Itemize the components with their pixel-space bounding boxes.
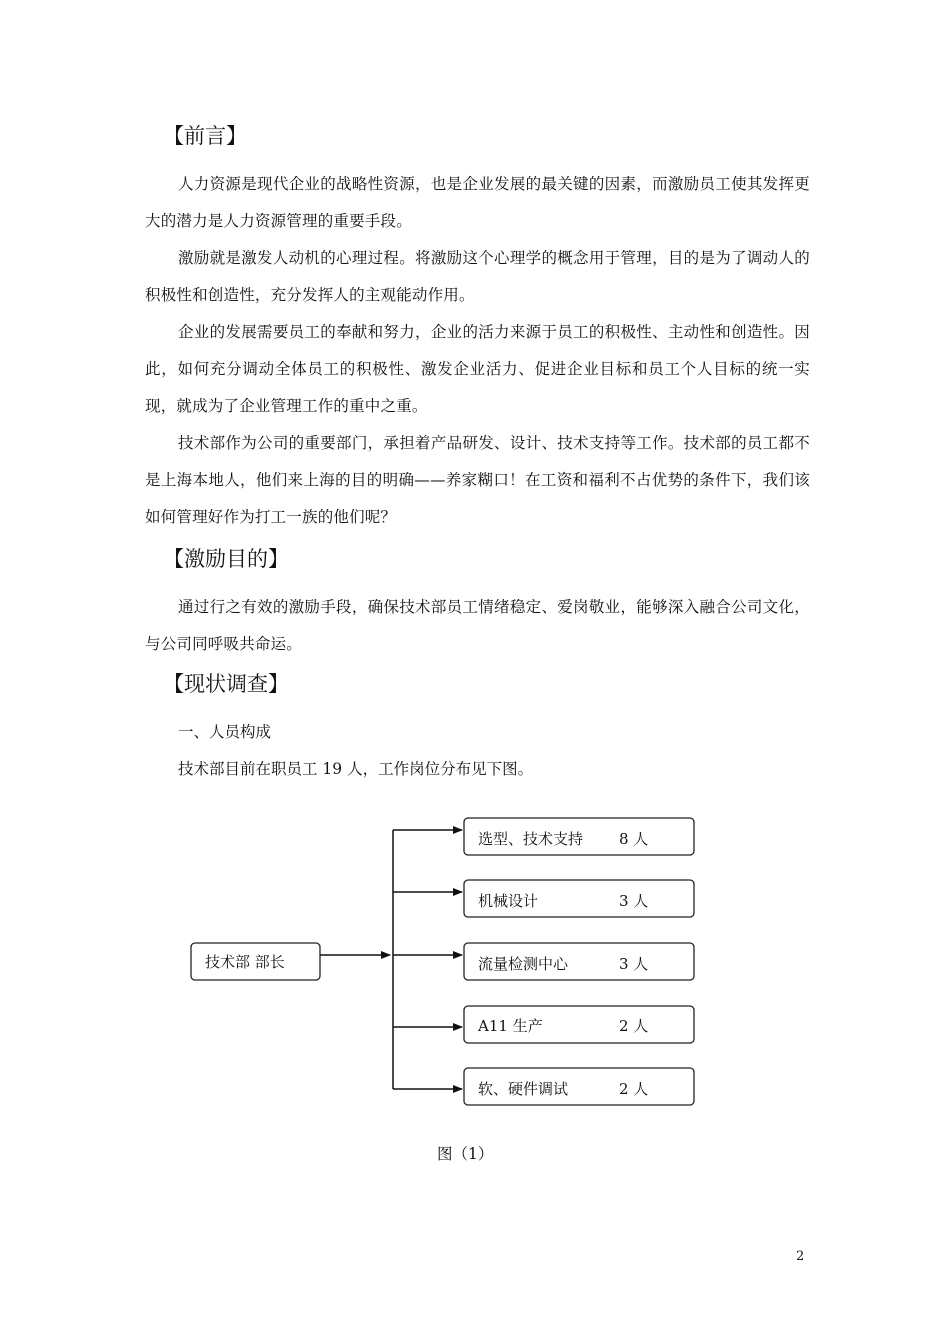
node-2-count: 3 人 xyxy=(619,892,649,910)
node-2-label: 机械设计 xyxy=(478,892,539,910)
section-title-survey: 【现状调查】 xyxy=(163,672,289,696)
figure-caption: 图（1） xyxy=(437,1145,494,1163)
node-3-label: 流量检测中心 xyxy=(478,955,569,973)
preface-paragraph-3: 企业的发展需要员工的奉献和努力，企业的活力来源于员工的积极性、主动性和创造性。因此，如何充分调动全体员工的积极性、激发企业活力、促进企业目标和员工个人目标的统一实现，就成为了企业管理工作的重中之重。 xyxy=(145,323,810,415)
node-1-label: 选型、技术支持 xyxy=(478,830,584,848)
org-chart-node-4 xyxy=(464,1006,694,1043)
purpose-paragraph: 通过行之有效的激励手段，确保技术部员工情绪稳定、爱岗敬业，能够深入融合公司文化，与公司同呼吸共命运。 xyxy=(145,598,810,653)
preface-paragraph-4: 技术部作为公司的重要部门，承担着产品研发、设计、技术支持等工作。技术部的员工都不是上海本地人，他们来上海的目的明确——养家糊口！在工资和福利不占优势的条件下，我们该如何管理好作为打工一族的他们呢？ xyxy=(145,434,810,526)
org-chart-node-3 xyxy=(464,943,694,980)
section-title-purpose: 【激励目的】 xyxy=(163,547,289,571)
node-3-count: 3 人 xyxy=(619,955,649,973)
node-5-count: 2 人 xyxy=(619,1080,649,1098)
page-number: 2 xyxy=(796,1249,805,1264)
org-chart-root-node xyxy=(191,943,320,980)
preface-paragraph-1: 人力资源是现代企业的战略性资源，也是企业发展的最关键的因素，而激励员工使其发挥更大的潜力是人力资源管理的重要手段。 xyxy=(145,175,810,230)
node-4-count: 2 人 xyxy=(619,1017,649,1035)
section-title-preface: 【前言】 xyxy=(163,124,247,148)
survey-subtitle: 一、人员构成 xyxy=(178,723,272,741)
preface-paragraph-2: 激励就是激发人动机的心理过程。将激励这个心理学的概念用于管理，目的是为了调动人的积极性和创造性，充分发挥人的主观能动作用。 xyxy=(145,249,810,304)
org-chart-node-5 xyxy=(464,1068,694,1105)
node-1-count: 8 人 xyxy=(619,830,649,848)
node-4-label: A11 生产 xyxy=(478,1017,543,1035)
org-chart-node-2 xyxy=(464,880,694,917)
org-chart-node-1 xyxy=(464,818,694,855)
survey-text: 技术部目前在职员工 19 人，工作岗位分布见下图。 xyxy=(178,760,534,778)
org-chart-root-label: 技术部 部长 xyxy=(205,953,285,971)
node-5-label: 软、硬件调试 xyxy=(478,1080,569,1098)
